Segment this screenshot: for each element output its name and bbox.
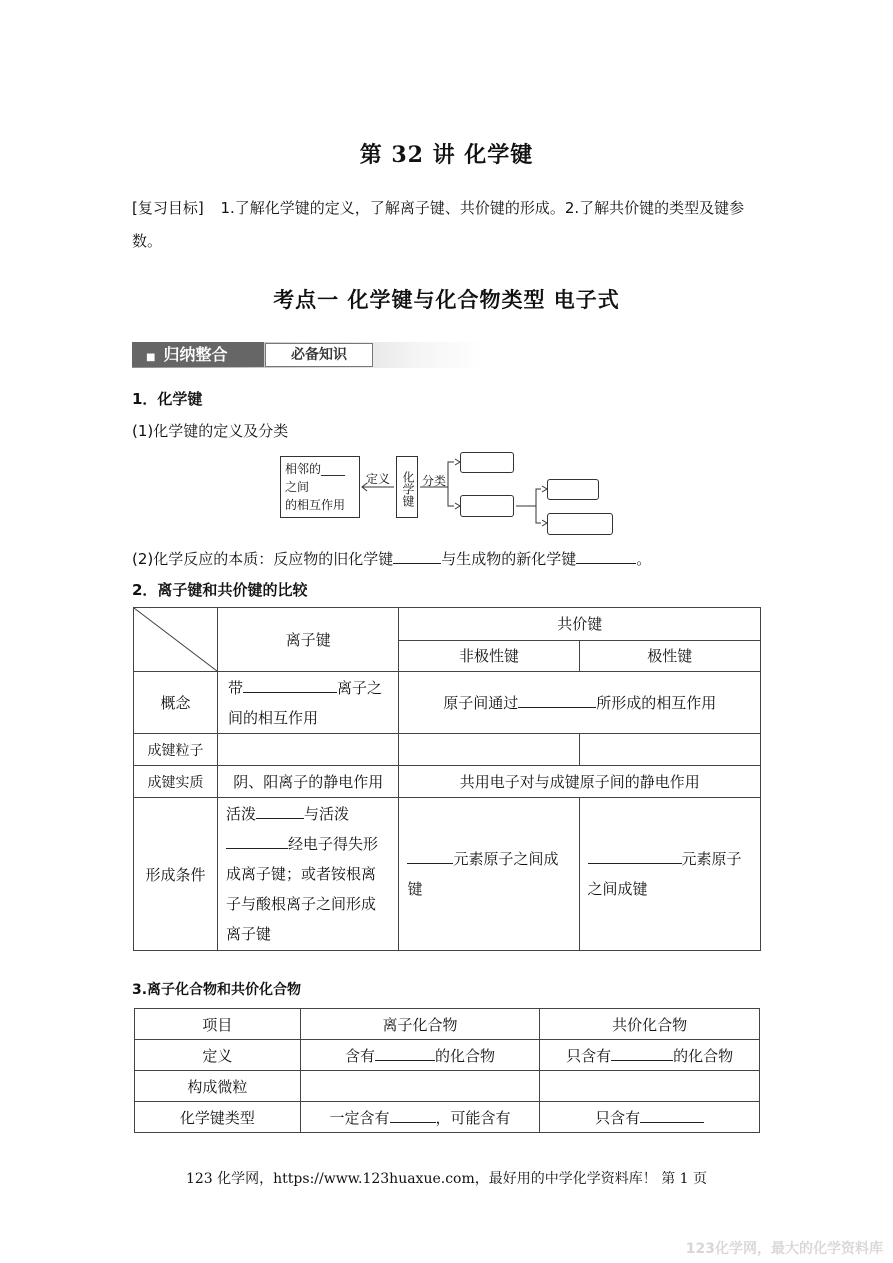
ionic-particle <box>218 734 399 766</box>
bond-comparison-table <box>133 607 761 951</box>
s1-sub2: (2)化学反应的本质：反应物的旧化学键 与生成物的新化学键 。 <box>132 550 652 568</box>
nonpolar-condition: 元素原子之间成 键 <box>399 798 579 951</box>
covalent-compound-particle <box>540 1071 760 1102</box>
condition-label: 形成条件 <box>134 798 218 951</box>
ionic-compound-definition: 含有 的化合物 <box>300 1040 540 1071</box>
s3-heading: 3.离子化合物和共价化合物 <box>132 982 302 998</box>
s2-heading: 2．离子键和共价键的比较 <box>132 581 308 599</box>
covalent-header: 共价键 <box>399 608 761 641</box>
concept-label: 概念 <box>134 672 218 734</box>
particle-label: 构成微粒 <box>135 1071 301 1102</box>
covalent-compound-bond: 只含有 <box>540 1102 760 1133</box>
goal-text: 1.了解化学键的定义，了解离子键、共价键的形成。2.了解共价键的类型及键参数。 <box>132 199 745 250</box>
polar-header: 极性键 <box>579 640 760 672</box>
covalent-compound-header: 共价化合物 <box>540 1009 760 1040</box>
square-icon: ■ <box>146 352 156 363</box>
polar-condition: 元素原子 之间成键 <box>579 798 760 951</box>
nonpolar-header: 非极性键 <box>399 640 579 672</box>
item-header: 项目 <box>135 1009 301 1040</box>
covalent-compound-definition: 只含有 的化合物 <box>540 1040 760 1071</box>
definition-label: 定义 <box>366 472 391 486</box>
particle-label: 成键粒子 <box>134 734 218 766</box>
watermark: 123化学网，最大的化学资料库 <box>685 1241 883 1257</box>
ionic-condition: 活泼 与活泼 经电子得失形 成离子键；或者铵根离 子与酸根离子之间形成 离子键 <box>218 798 399 951</box>
ionic-essence: 阴、阳离子的静电作用 <box>218 766 399 798</box>
compound-table <box>134 1008 760 1133</box>
nonpolar-particle <box>399 734 579 766</box>
ionic-concept: 带 离子之 间的相互作用 <box>218 672 399 734</box>
covalent-concept: 原子间通过 所形成的相互作用 <box>399 672 761 734</box>
polar-particle <box>579 734 760 766</box>
chemical-bond-box: 化学键 <box>396 456 418 518</box>
page-footer: 123 化学网，https://www.123huaxue.com，最好用的中学化学资料库！ 第 1 页 <box>185 1171 708 1187</box>
s1-heading: 1．化学键 <box>132 390 203 408</box>
diagonal-header-cell <box>134 608 218 672</box>
blank <box>576 549 636 564</box>
goal-label: [复习目标] <box>132 199 204 217</box>
ionic-header: 离子键 <box>218 608 399 672</box>
ionic-compound-header: 离子化合物 <box>300 1009 540 1040</box>
banner-left: ■ 归纳整合 <box>132 342 264 367</box>
s1-sub1: (1)化学键的定义及分类 <box>132 422 289 440</box>
ionic-compound-particle <box>300 1071 540 1102</box>
covalent-essence: 共用电子对与成键原子间的静电作用 <box>399 766 761 798</box>
ionic-compound-bond: 一定含有 ，可能含有 <box>300 1102 540 1133</box>
definition-box: 相邻的____ 之间 的相互作用 <box>280 456 360 518</box>
section-heading: 考点一 化学键与化合物类型 电子式 <box>273 287 620 312</box>
definition-label: 定义 <box>135 1040 301 1071</box>
diagram-connectors <box>0 0 893 600</box>
classify-label: 分类 <box>422 474 447 488</box>
bond-type-label: 化学键类型 <box>135 1102 301 1133</box>
essence-label: 成键实质 <box>134 766 218 798</box>
blank <box>393 549 441 564</box>
page-title: 第 32 讲 化学键 <box>359 142 534 168</box>
banner-right: 必备知识 <box>265 343 373 367</box>
